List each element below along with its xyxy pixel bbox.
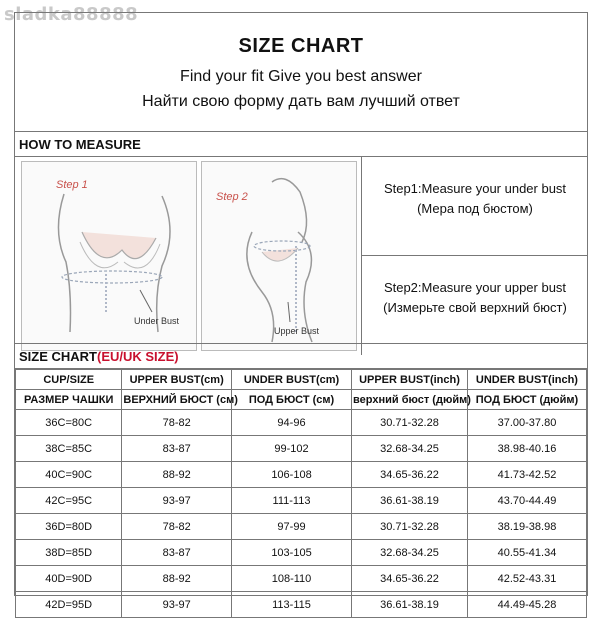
table-header-row-ru [16, 390, 587, 410]
cell-upper-bust-inch: 34.65-36.22 [352, 566, 468, 592]
watermark: sladka88888 [4, 4, 139, 25]
step1-figure [22, 162, 196, 350]
how-to-measure-label: HOW TO MEASURE [15, 131, 587, 157]
cell-under-bust-inch: 43.70-44.49 [467, 488, 586, 514]
cell-under-bust-inch: 37.00-37.80 [467, 410, 586, 436]
header-upper-bust-inch: UPPER BUST(inch) [352, 370, 468, 390]
step2-text-ru: (Измерьте свой верхний бюст) [383, 300, 567, 315]
cell-upper-bust-cm: 88-92 [122, 566, 232, 592]
step1-figure-caption: Under Bust [134, 316, 180, 326]
cell-upper-bust-inch: 32.68-34.25 [352, 540, 468, 566]
table-row [16, 566, 587, 592]
size-table [15, 369, 587, 618]
cell-upper-bust-inch: 34.65-36.22 [352, 462, 468, 488]
step2-text-en: Step2:Measure your upper bust [383, 280, 567, 295]
step1-instructions [362, 157, 588, 256]
cell-under-bust-cm: 103-105 [231, 540, 351, 566]
table-row [16, 436, 587, 462]
table-row [16, 488, 587, 514]
cell-upper-bust-cm: 78-82 [122, 410, 232, 436]
size-chart-label [15, 343, 587, 369]
size-table-body [16, 370, 587, 618]
header-cup-size: РАЗМЕР ЧАШКИ [16, 390, 122, 410]
header-upper-bust-cm: ВЕРХНИЙ БЮСТ (см) [122, 390, 232, 410]
step2-figure [202, 162, 356, 350]
cell-under-bust-inch: 41.73-42.52 [467, 462, 586, 488]
cell-cup-size: 38D=85D [16, 540, 122, 566]
header-upper-bust-inch: верхний бюст (дюйм) [352, 390, 468, 410]
cell-upper-bust-inch: 36.61-38.19 [352, 592, 468, 618]
header-under-bust-inch: ПОД БЮСТ (дюйм) [467, 390, 586, 410]
step2-instructions [362, 256, 588, 355]
cell-under-bust-cm: 97-99 [231, 514, 351, 540]
cell-under-bust-cm: 99-102 [231, 436, 351, 462]
cell-cup-size: 42D=95D [16, 592, 122, 618]
cell-upper-bust-cm: 83-87 [122, 436, 232, 462]
header-under-bust-inch: UNDER BUST(inch) [467, 370, 586, 390]
size-chart-sheet [14, 12, 588, 611]
subtitle-ru: Найти свою форму дать вам лучший ответ [142, 93, 460, 110]
cell-upper-bust-inch: 36.61-38.19 [352, 488, 468, 514]
step1-text-ru: (Мера под бюстом) [417, 201, 533, 216]
header-cup-size: CUP/SIZE [16, 370, 122, 390]
cell-cup-size: 40D=90D [16, 566, 122, 592]
step2-figure-label: Step 2 [216, 191, 248, 203]
cell-cup-size: 42C=95C [16, 488, 122, 514]
table-row [16, 514, 587, 540]
cell-cup-size: 36D=80D [16, 514, 122, 540]
page-title: SIZE CHART [238, 35, 364, 57]
cell-under-bust-cm: 113-115 [231, 592, 351, 618]
cell-under-bust-cm: 94-96 [231, 410, 351, 436]
cell-under-bust-cm: 111-113 [231, 488, 351, 514]
table-header-row-en [16, 370, 587, 390]
under-bust-illustration [21, 161, 197, 351]
cell-upper-bust-inch: 30.71-32.28 [352, 514, 468, 540]
cell-upper-bust-inch: 32.68-34.25 [352, 436, 468, 462]
cell-cup-size: 36C=80C [16, 410, 122, 436]
cell-under-bust-inch: 42.52-43.31 [467, 566, 586, 592]
table-row [16, 462, 587, 488]
measure-section [15, 157, 587, 355]
cell-under-bust-cm: 106-108 [231, 462, 351, 488]
header-under-bust-cm: ПОД БЮСТ (см) [231, 390, 351, 410]
header-under-bust-cm: UNDER BUST(cm) [231, 370, 351, 390]
table-row [16, 540, 587, 566]
upper-bust-illustration [201, 161, 357, 351]
steps-panel [361, 157, 587, 355]
step1-text-en: Step1:Measure your under bust [383, 181, 567, 196]
size-chart-label-main: SIZE CHART [19, 349, 97, 364]
cell-upper-bust-cm: 88-92 [122, 462, 232, 488]
table-row [16, 592, 587, 618]
cell-under-bust-cm: 108-110 [231, 566, 351, 592]
cell-upper-bust-inch: 30.71-32.28 [352, 410, 468, 436]
step1-figure-label: Step 1 [56, 179, 88, 191]
header [15, 13, 587, 131]
cell-under-bust-inch: 38.98-40.16 [467, 436, 586, 462]
cell-upper-bust-cm: 83-87 [122, 540, 232, 566]
step2-figure-caption: Upper Bust [274, 326, 320, 336]
cell-upper-bust-cm: 93-97 [122, 488, 232, 514]
cell-under-bust-inch: 38.19-38.98 [467, 514, 586, 540]
cell-upper-bust-cm: 78-82 [122, 514, 232, 540]
size-chart-label-suffix: (EU/UK SIZE) [97, 349, 179, 364]
subtitle-en: Find your fit Give you best answer [180, 68, 422, 85]
cell-under-bust-inch: 40.55-41.34 [467, 540, 586, 566]
cell-cup-size: 40C=90C [16, 462, 122, 488]
table-row [16, 410, 587, 436]
cell-under-bust-inch: 44.49-45.28 [467, 592, 586, 618]
cell-upper-bust-cm: 93-97 [122, 592, 232, 618]
cell-cup-size: 38C=85C [16, 436, 122, 462]
header-upper-bust-cm: UPPER BUST(cm) [122, 370, 232, 390]
